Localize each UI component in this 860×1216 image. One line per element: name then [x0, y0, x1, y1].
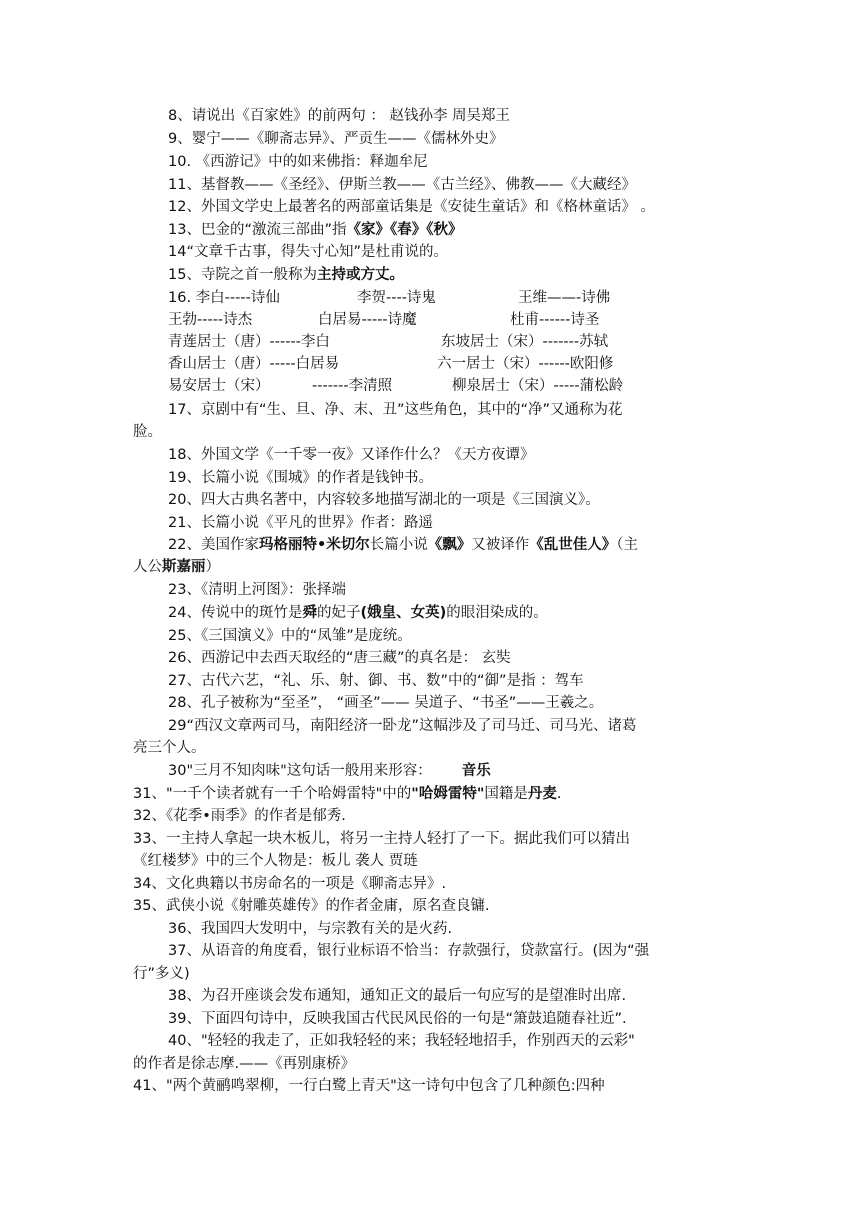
item-16-row3-b: 东坡居士（宋）-------苏轼 — [441, 334, 609, 350]
item-24 — [168, 603, 548, 623]
item-32: 32、《花季•雨季》的作者是郁秀. — [133, 808, 346, 824]
item-37-line1: 37、从语音的角度看，银行业标语不恰当：存款强行，贷款富行。(因为“强 — [168, 943, 650, 959]
item-20: 20、四大古典名著中，内容较多地描写湖北的一项是《三国演义》。 — [168, 492, 600, 508]
item-16-row1-c: 王维——-诗佛 — [518, 290, 611, 306]
item-36: 36、我国四大发明中，与宗教有关的是火药. — [168, 921, 453, 937]
item-16-row2-c: 杜甫------诗圣 — [510, 312, 600, 328]
item-15-bold: 主持或方丈。 — [316, 267, 404, 283]
item-33-line1: 33、一主持人拿起一块木板儿，将另一主持人轻打了一下。据此我们可以猜出 — [133, 831, 630, 847]
item-18: 18、外国文学《一千零一夜》又译作什么？《天方夜谭》 — [168, 447, 535, 463]
item-16-row5-b: -------李清照 — [312, 378, 393, 394]
item-13 — [168, 220, 462, 240]
item-22-t4: （主 — [616, 537, 638, 553]
item-17-line2: 脸。 — [133, 424, 162, 440]
item-30-text: 30"三月不知肉味"这句话一般用来形容： — [168, 763, 432, 779]
item-22-line2 — [133, 557, 220, 577]
item-40-line1: 40、"轻轻的我走了，正如我轻轻的来；我轻轻地招手，作别西天的云彩" — [168, 1033, 635, 1049]
item-35: 35、武侠小说《射雕英雄传》的作者金庸，原名查良镛. — [133, 898, 490, 914]
item-34: 34、文化典籍以书房命名的一项是《聊斋志异》. — [133, 876, 447, 892]
item-8: 8、请说出《百家姓》的前两句 ： 赵钱孙李 周吴郑王 — [168, 108, 511, 124]
item-21: 21、长篇小说《平凡的世界》作者：路遥 — [168, 515, 433, 531]
item-22-author: 玛格丽特•米切尔 — [258, 537, 370, 553]
item-28: 28、孔子被称为“至圣”， “画圣”—— 吴道子、“书圣”——王羲之。 — [168, 695, 604, 711]
item-16-row1-a: 16. 李白-----诗仙 — [168, 290, 280, 306]
item-30-answer: 音乐 — [461, 763, 491, 779]
item-22-t1: 22、美国作家 — [168, 537, 259, 553]
item-30 — [168, 761, 491, 781]
item-12: 12、外国文学史上最著名的两部童话集是《安徒生童话》和《格林童话》 。 — [168, 199, 656, 215]
item-24-consorts: (娥皇、女英) — [360, 605, 447, 621]
item-13-text: 13、巴金的“激流三部曲”指 — [168, 222, 347, 238]
item-41: 41、"两个黄鹂鸣翠柳，一行白鹭上青天"这一诗句中包含了几种颜色:四种 — [133, 1078, 605, 1094]
item-39: 39、下面四句诗中，反映我国古代民风民俗的一句是“箫鼓追随春社近”. — [168, 1011, 627, 1027]
item-31 — [133, 784, 562, 804]
item-29-line2: 亮三个人。 — [133, 740, 206, 756]
item-31-t3: . — [556, 786, 562, 802]
item-24-t2: 的妃子 — [316, 605, 361, 621]
item-22-t2: 长篇小说 — [369, 537, 428, 553]
item-17-line1: 17、京剧中有“生、旦、净、末、丑”这些角色，其中的“净”又通称为花 — [168, 402, 623, 418]
item-22-heroine: 斯嘉丽 — [162, 559, 206, 575]
item-22-line1 — [168, 535, 638, 555]
item-23: 23、《清明上河图》：张择端 — [168, 582, 346, 598]
item-40-line2: 的作者是徐志摩.——《再别康桥》 — [133, 1056, 356, 1072]
item-10: 10. 《西游记》中的如来佛指：释迦牟尼 — [168, 154, 428, 170]
item-31-answer: 丹麦 — [527, 786, 557, 802]
item-31-t2: 国籍是 — [484, 786, 528, 802]
item-22-t6: ） — [205, 559, 220, 575]
item-22-t5: 人公 — [133, 559, 162, 575]
item-22-alt-title: 《乱世佳人》 — [529, 537, 617, 553]
item-13-bold: 《家》《春》《秋》 — [346, 222, 463, 238]
item-31-hamlet: "哈姆雷特" — [411, 786, 485, 802]
item-16-row5-a: 易安居士（宋） — [168, 378, 270, 394]
item-31-t1: 31、"一千个读者就有一千个哈姆雷特"中的 — [133, 786, 412, 802]
item-16-row5-c: 柳泉居士（宋）-----蒲松龄 — [452, 378, 624, 394]
item-16-row4-b: 六一居士（宋）------欧阳修 — [437, 356, 614, 372]
item-16-row2-b: 白居易-----诗魔 — [318, 312, 417, 328]
item-33-line2: 《红楼梦》中的三个人物是：板儿 袭人 贾琏 — [133, 853, 418, 869]
item-15-text: 15、寺院之首一般称为 — [168, 267, 317, 283]
item-29-line1: 29“西汉文章两司马，南阳经济一卧龙”这幅涉及了司马迁、司马光、诸葛 — [168, 718, 637, 734]
item-37-line2: 行”多义) — [133, 966, 190, 982]
item-26: 26、西游记中去西天取经的“唐三藏”的真名是： 玄奘 — [168, 650, 511, 666]
item-11: 11、基督教——《圣经》、伊斯兰教——《古兰经》、佛教——《大藏经》 — [168, 177, 636, 193]
item-24-shun: 舜 — [302, 605, 317, 621]
item-38: 38、为召开座谈会发布通知，通知正文的最后一句应写的是望准时出席. — [168, 988, 627, 1004]
item-9: 9、婴宁——《聊斋志异》、严贡生——《儒林外史》 — [168, 131, 504, 147]
item-24-t1: 24、传说中的斑竹是 — [168, 605, 303, 621]
item-14: 14“文章千古事，得失寸心知”是杜甫说的。 — [168, 244, 448, 260]
item-24-t3: 的眼泪染成的。 — [446, 605, 548, 621]
item-27: 27、古代六艺，“礼、乐、射、御、书、数”中的“御”是指 ：驾车 — [168, 673, 584, 689]
item-25: 25、《三国演义》中的“凤雏”是庞统。 — [168, 628, 412, 644]
item-16-row1-b: 李贺----诗鬼 — [357, 290, 436, 306]
item-16-row4-a: 香山居士（唐）-----白居易 — [168, 356, 340, 372]
item-15 — [168, 265, 404, 285]
item-16-row2-a: 王勃-----诗杰 — [168, 312, 253, 328]
item-16-row3-a: 青莲居士（唐）------李白 — [168, 334, 330, 350]
item-22-title: 《飘》 — [427, 537, 472, 553]
item-22-t3: 又被译作 — [471, 537, 530, 553]
item-19: 19、长篇小说《围城》的作者是钱钟书。 — [168, 470, 433, 486]
